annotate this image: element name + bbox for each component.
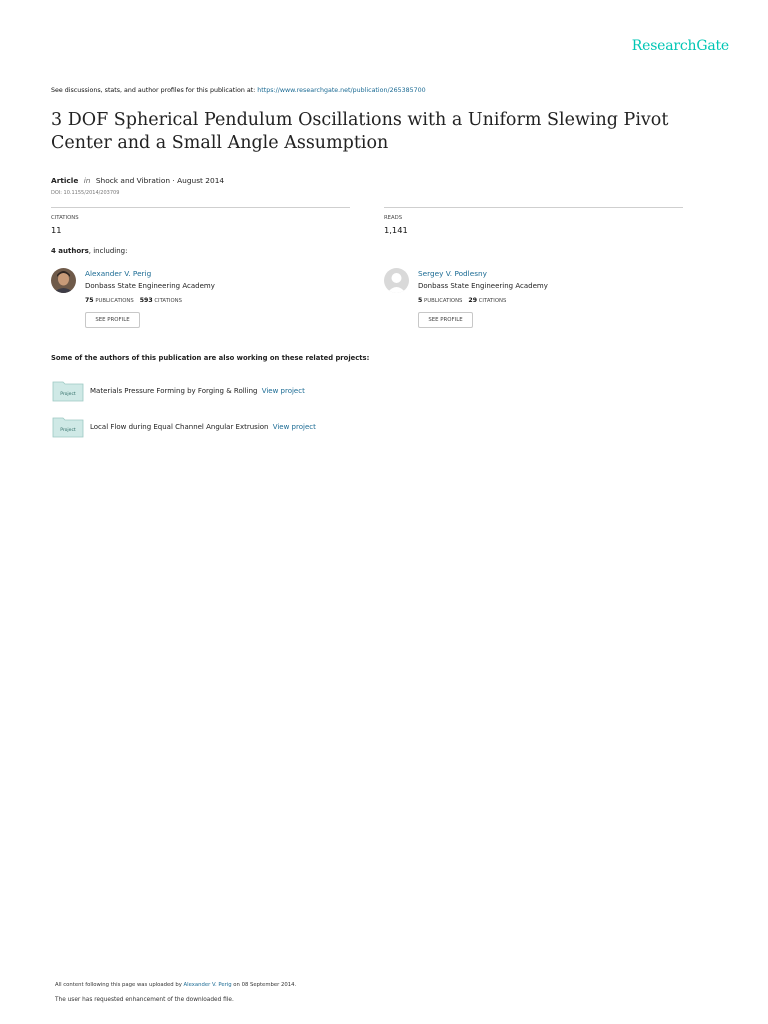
author-stats <box>85 297 182 304</box>
citations-label: CITATIONS <box>51 215 79 221</box>
author-citations-count: 593 <box>139 297 153 304</box>
publications-label: PUBLICATIONS <box>424 298 463 304</box>
publications-count: 5 <box>418 297 423 304</box>
project-folder-icon[interactable] <box>52 416 84 438</box>
project-icon-label: Project <box>60 428 76 433</box>
authors-count-line <box>51 247 127 255</box>
default-avatar-icon[interactable] <box>384 268 409 293</box>
reads-value: 1,141 <box>384 225 408 235</box>
in-label: in <box>83 176 91 185</box>
researchgate-logo[interactable]: ResearchGate <box>631 38 729 54</box>
view-project-link[interactable]: View project <box>272 423 316 431</box>
upload-note <box>55 982 296 988</box>
upload-date: on 08 September 2014. <box>231 982 297 988</box>
author-citations-count: 29 <box>468 297 478 304</box>
author-name-link[interactable]: Alexander V. Perig <box>85 269 152 278</box>
project-title: Local Flow during Equal Channel Angular Extrusion <box>90 423 269 431</box>
doi-text: DOI: 10.1155/2014/203709 <box>51 190 120 196</box>
upload-prefix: All content following this page was uploaded by <box>55 982 184 988</box>
author-citations-label: CITATIONS <box>478 298 507 304</box>
project-line <box>90 423 316 431</box>
discussion-prefix: See discussions, stats, and author profiles for this publication at: <box>51 87 258 94</box>
publication-type: Article <box>51 176 79 185</box>
publication-url-link[interactable]: https://www.researchgate.net/publication/265385700 <box>257 87 426 94</box>
project-icon-label: Project <box>60 392 76 397</box>
related-project <box>52 380 552 404</box>
author-card <box>384 268 684 332</box>
journal-info[interactable]: Shock and Vibration · August 2014 <box>95 176 225 185</box>
see-profile-button[interactable]: SEE PROFILE <box>418 312 473 328</box>
discussion-line <box>51 87 426 94</box>
project-line <box>90 387 305 395</box>
author-card <box>51 268 351 332</box>
authors-count: 4 authors <box>51 247 89 255</box>
see-profile-button[interactable]: SEE PROFILE <box>85 312 140 328</box>
reads-label: READS <box>384 215 403 221</box>
author-name-link[interactable]: Sergey V. Podlesny <box>418 269 487 278</box>
citations-value: 11 <box>51 225 62 235</box>
citations-stat <box>51 207 350 235</box>
publications-label: PUBLICATIONS <box>95 298 134 304</box>
author-stats <box>418 297 506 304</box>
author-citations-label: CITATIONS <box>154 298 182 304</box>
author-institution: Donbass State Engineering Academy <box>418 282 548 290</box>
author-photo-icon[interactable] <box>51 268 76 293</box>
publications-count: 75 <box>85 297 94 304</box>
author-institution: Donbass State Engineering Academy <box>85 282 215 290</box>
related-projects-heading: Some of the authors of this publication are also working on these related projects: <box>51 354 370 362</box>
enhancement-note: The user has requested enhancement of the downloaded file. <box>55 997 234 1003</box>
project-title: Materials Pressure Forming by Forging & Rolling <box>90 387 258 395</box>
publication-meta <box>51 176 224 185</box>
view-project-link[interactable]: View project <box>261 387 305 395</box>
reads-stat <box>384 207 683 235</box>
project-folder-icon[interactable] <box>52 380 84 402</box>
uploader-link[interactable]: Alexander V. Perig <box>183 982 232 988</box>
authors-suffix: , including: <box>88 247 128 255</box>
related-project <box>52 416 552 440</box>
publication-title: 3 DOF Spherical Pendulum Oscillations with a Uniform Slewing Pivot Center and a Small Angle Assumption <box>51 110 669 153</box>
